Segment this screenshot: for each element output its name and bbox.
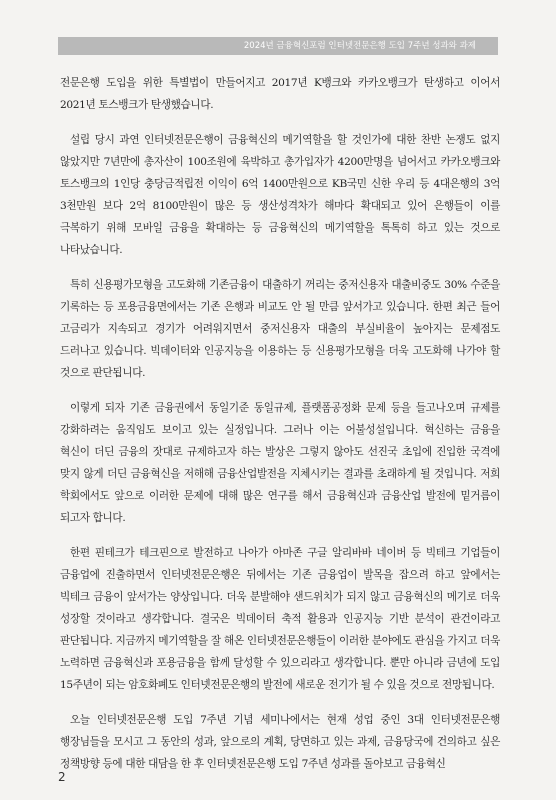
paragraph-regulation: 이렇게 되자 기존 금융권에서 동일기준 동일규제, 플랫폼공정화 문제 등을 들고나오며 규제를 강화하려는 움직임도 보이고 있는 실정입니다. 그러나 이는 어불성설입니다. 혁신하는 금융을 혁신이 더딘 금융의 잣대로 규제하고자 하는 발상은 그렇지 않아도 선진국 초입에 진입한 국격에 맞지 않게 더딘 금융혁신을 저해해 금융산업발전을 지체시키는 결과를 초래하게 될 것입니다. 저희 학회에서도 앞으로 이러한 문제에 대해 많은 연구를 해서 금융혁신과 금융산업 발전에 밑거름이 되고자 합니다.: [60, 402, 500, 524]
running-header-bar: [58, 37, 498, 55]
page-number: 2: [58, 770, 66, 784]
running-header-title: 2024년 금융혁신포럼 인터넷전문은행 도입 7주년 성과와 과제: [243, 41, 476, 51]
paragraph-seminar: 오늘 인터넷전문은행 도입 7주년 기념 세미나에서는 현재 성업 중인 3대 인터넷전문은행 행장님들을 모시고 그 동안의 성과, 앞으로의 계획, 당면하고 있는 과제, 금융당국에 건의하고 싶은 정책방향 등에 대한 대담을 한 후 인터넷전문은행 도입 7주년 성과를 돌아보고 금융혁신: [60, 714, 500, 770]
paragraph-continuation: 전문은행 도입을 위한 특별법이 만들어지고 2017년 K뱅크와 카카오뱅크가 탄생하고 이어서 2021년 토스뱅크가 탄생했습니다.: [60, 77, 500, 111]
paragraph-catfish-role: 설립 당시 과연 인터넷전문은행이 금융혁신의 메기역할을 할 것인가에 대한 찬반 논쟁도 없지 않았지만 7년만에 총자산이 100조원에 육박하고 총가입자가 4200만명을 넘어서고 카카오뱅크와 토스뱅크의 1인당 충당금적립전 이익이 6억 1400만원으로 KB국민 신한 우리 등 4대은행의 3억 3천만원 보다 2억 8100만원이 많은 등 생산성격차가 해마다 확대되고 있어 은행들이 이를 극복하기 위해 모바일 금융을 확대하는 등 금융혁신의 메기역할을 톡톡히 하고 있는 것으로 나타났습니다.: [60, 134, 500, 256]
document-body: [60, 72, 500, 788]
paragraph-credit-scoring: 특히 신용평가모형을 고도화해 기존금융이 대출하기 꺼리는 중저신용자 대출비중도 30% 수준을 기록하는 등 포용금융면에서는 기존 은행과 비교도 안 될 만큼 앞서가고 있습니다. 한편 최근 들어 고금리가 지속되고 경기가 어려워지면서 중저신용자 대출의 부실비율이 높아지는 문제점도 드러나고 있습니다. 빅데이터와 인공지능을 이용하는 등 신용평가모형을 더욱 고도화해 나가야 할 것으로 판단됩니다.: [60, 279, 500, 379]
paragraph-bigtech: 한편 핀테크가 테크핀으로 발전하고 나아가 아마존 구글 알리바바 네이버 등 빅테크 기업들이 금융업에 진출하면서 인터넷전문은행은 뒤에서는 기존 금융업이 발목을 잡으려 하고 앞에서는 빅테크 금융이 앞서가는 양상입니다. 더욱 분발해야 샌드위치가 되지 않고 금융혁신의 메기로 더욱 성장할 것이라고 생각합니다. 결국은 빅데이터 축적 활용과 인공지능 기반 분석이 관건이라고 판단됩니다. 지금까지 메기역할을 잘 해온 인터넷전문은행들이 이러한 분야에도 관심을 가지고 더욱 노력하면 금융혁신과 포용금융을 함께 달성할 수 있으리라고 생각합니다. 뿐만 아니라 금년에 도입 15주년이 되는 암호화폐도 인터넷전문은행의 발전에 새로운 전기가 될 수 있을 것으로 전망됩니다.: [60, 547, 500, 691]
